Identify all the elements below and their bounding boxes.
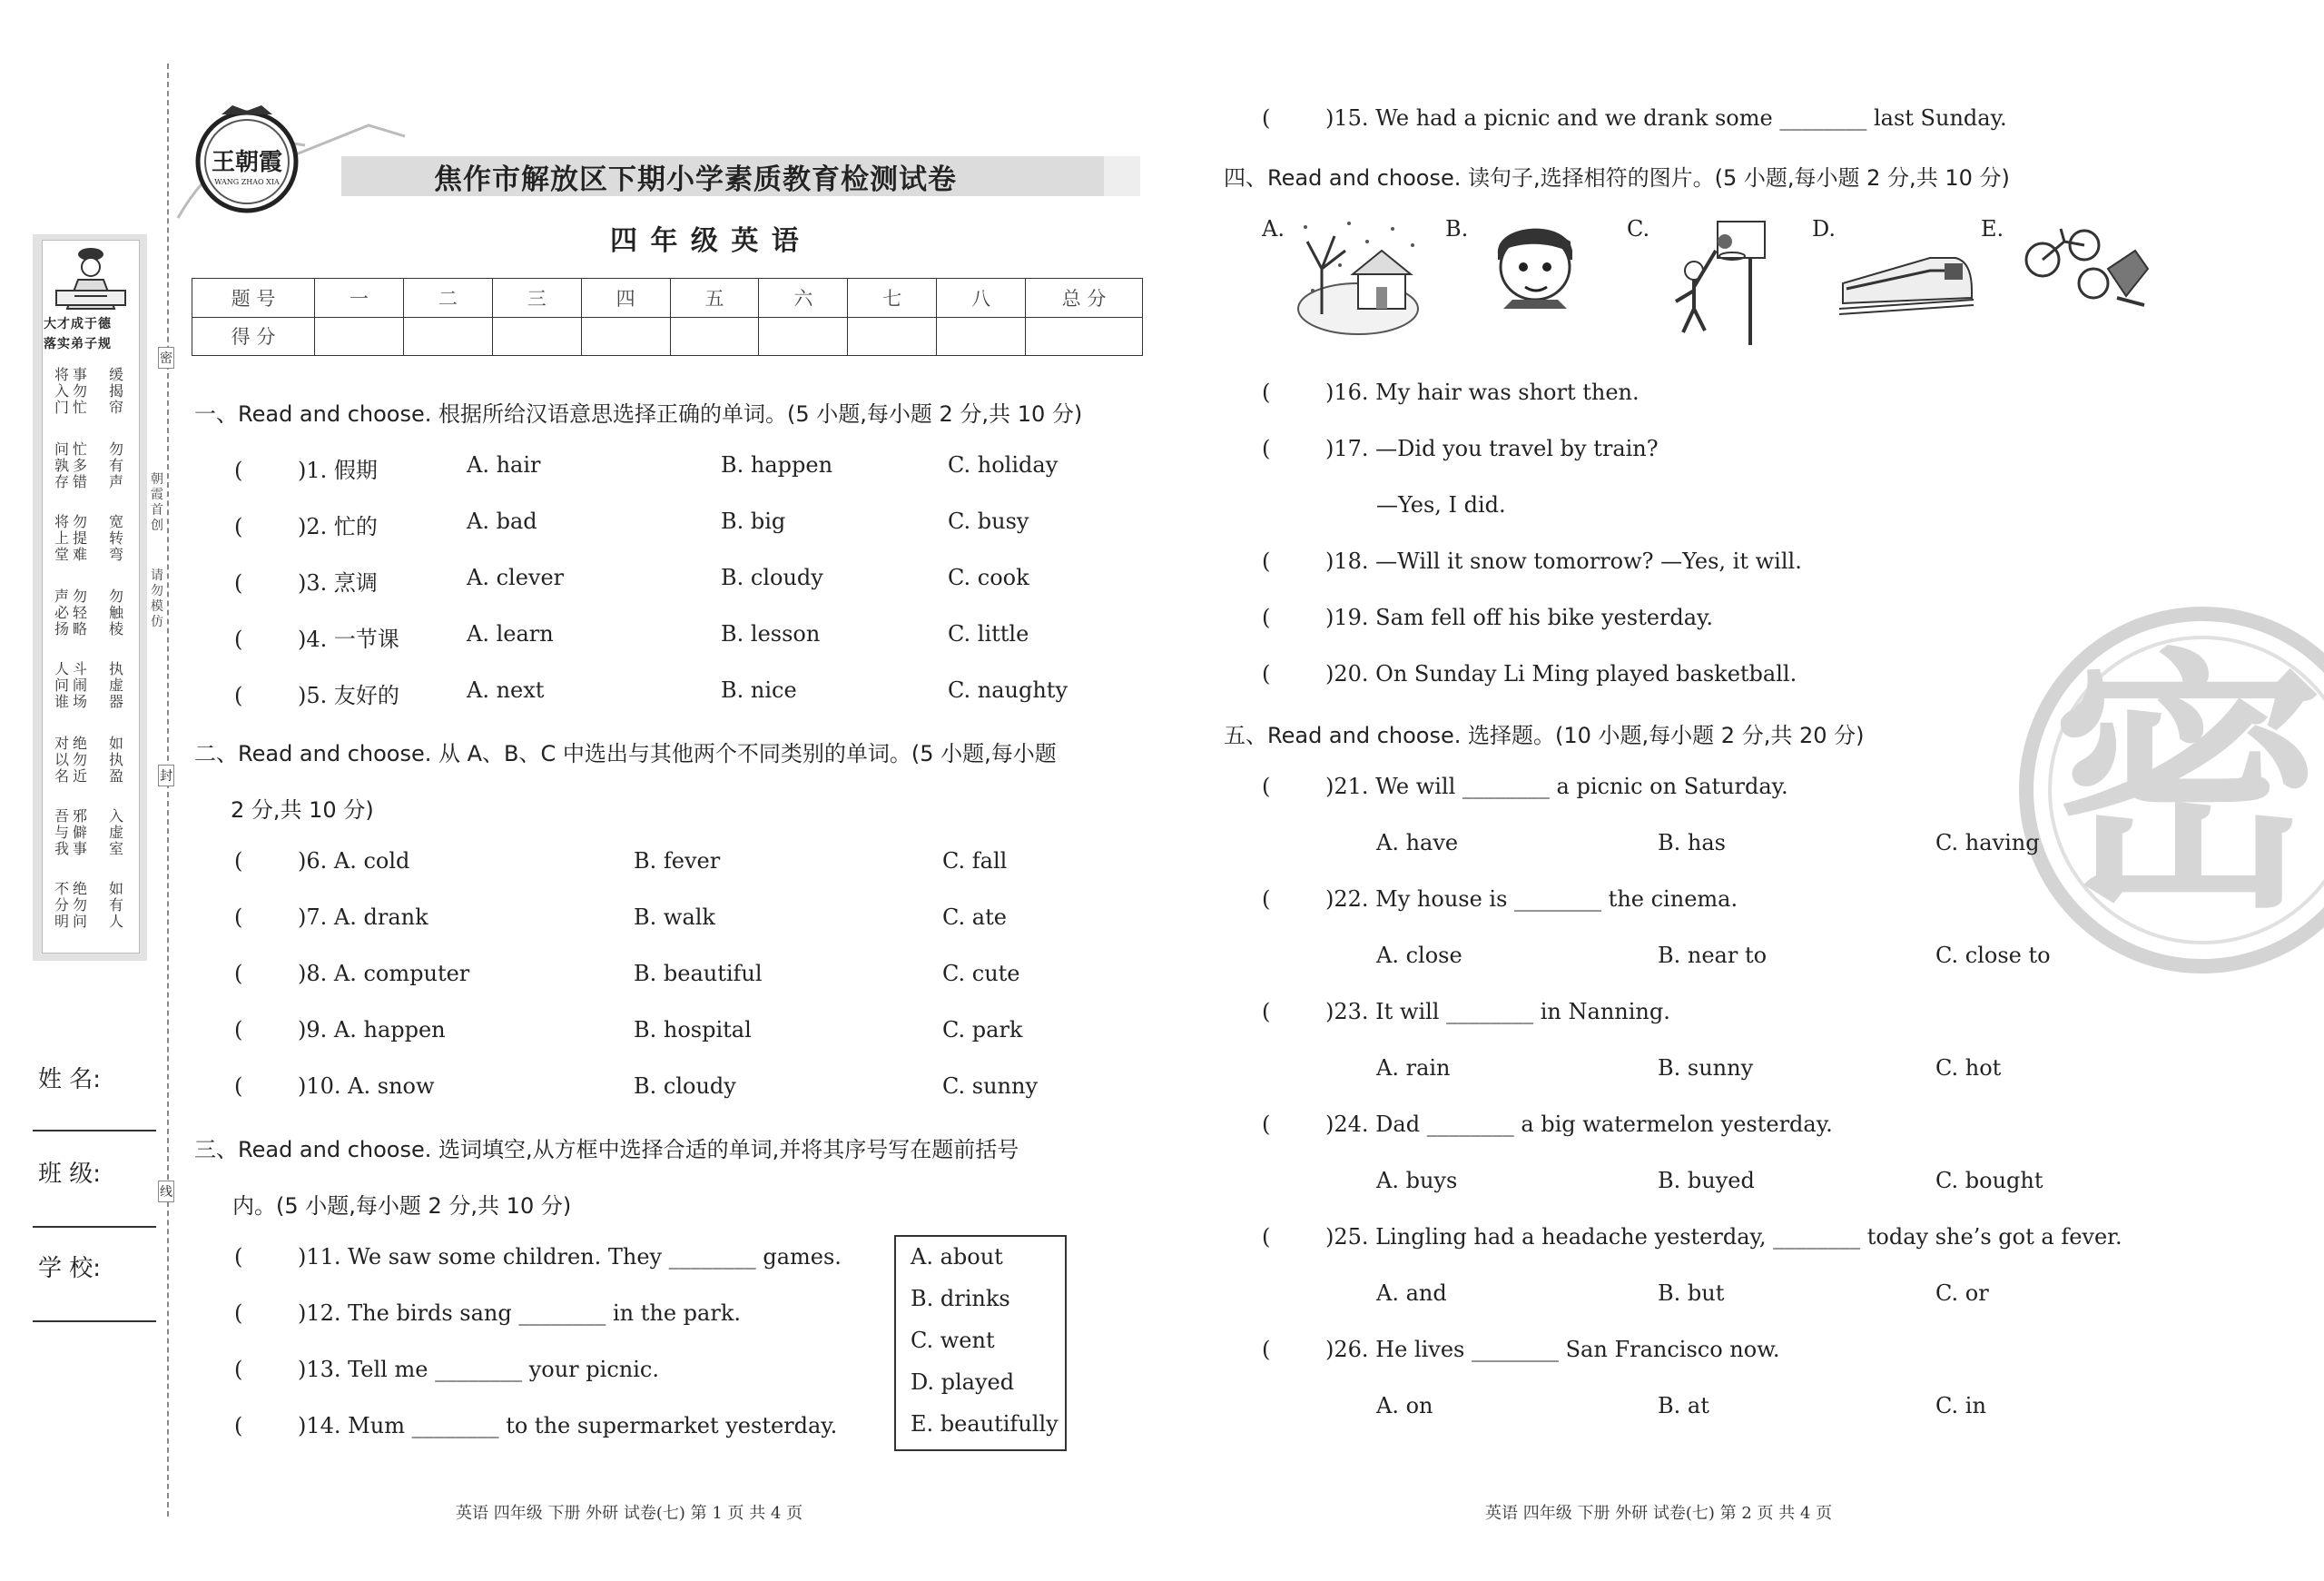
- option-c: C. cute: [942, 961, 1020, 986]
- option-a: A. and: [1376, 1280, 1447, 1306]
- motto-col: 入虚室: [109, 807, 124, 857]
- question-number: )5. 友好的: [298, 683, 399, 708]
- option-c: C. holiday: [948, 452, 1059, 478]
- section4-question-18: ( )18. —Will it snow tomorrow? —Yes, it will.: [1262, 548, 1802, 574]
- question-stem: )8. A. computer: [298, 961, 470, 986]
- option-a: A. on: [1376, 1393, 1433, 1418]
- motto-top-1: 大才成于德: [44, 317, 112, 331]
- option-b: B. cloudy: [634, 1073, 736, 1099]
- option-c: C. little: [948, 621, 1029, 647]
- option-b: B. buyed: [1658, 1168, 1755, 1193]
- class-field[interactable]: [33, 1226, 156, 1228]
- question-number: )2. 忙的: [298, 514, 378, 539]
- section3-question-11: ( )11. We saw some children. They ________ games.: [234, 1244, 842, 1270]
- option-b: B. cloudy: [721, 565, 823, 590]
- score-cell[interactable]: [581, 317, 670, 356]
- question-stem: )9. A. happen: [298, 1017, 446, 1042]
- section3-question-14: ( )14. Mum ________ to the supermarket yesterday.: [234, 1413, 838, 1438]
- score-header-cell: 五: [670, 279, 759, 318]
- school-label: 学 校:: [38, 1255, 102, 1282]
- score-header-cell: 七: [848, 279, 937, 318]
- option-c: C. having: [1935, 830, 2040, 855]
- motto-col: 将上堂: [54, 513, 70, 563]
- motto-col: 事勿忙: [73, 366, 88, 416]
- question-number: )3. 烹调: [298, 570, 378, 596]
- motto-col: 忙多错: [73, 440, 88, 490]
- picture-label-a: A.: [1262, 216, 1285, 242]
- motto-col: 勿有声: [109, 440, 124, 490]
- option-c: C. fall: [942, 848, 1008, 874]
- motto-col: 人问谁: [54, 660, 70, 710]
- basketball-picture: [1658, 214, 1776, 347]
- question-number: )1. 假期: [298, 458, 378, 483]
- option-b: B. nice: [721, 677, 797, 703]
- option-b: B. big: [721, 509, 786, 534]
- subject-title: 四 年 级 英 语: [610, 225, 801, 257]
- option-b: B. sunny: [1658, 1055, 1754, 1081]
- section4-question-17: ( )17. —Did you travel by train?: [1262, 436, 1659, 461]
- section4-question-16: ( )16. My hair was short then.: [1262, 380, 1640, 405]
- section3-title-line2: 内。(5 小题,每小题 2 分,共 10 分): [232, 1193, 572, 1219]
- option-c: C. ate: [942, 904, 1007, 930]
- motto-top-2: 落实弟子规: [44, 337, 112, 351]
- motto-col: 勿轻略: [73, 588, 88, 637]
- motto-col: 绝勿问: [73, 880, 88, 930]
- picture-label-b: B.: [1445, 216, 1469, 242]
- option-a: A. bad: [467, 509, 537, 534]
- score-cell[interactable]: [492, 317, 581, 356]
- score-cell[interactable]: [937, 317, 1026, 356]
- score-cell[interactable]: [315, 317, 404, 356]
- section4-title: 四、Read and choose. 读句子,选择相符的图片。(5 小题,每小题 2 分,共 10 分): [1224, 165, 2010, 191]
- motto-col: 勿提难: [73, 513, 88, 563]
- seal-mark-mi: 密: [158, 347, 174, 369]
- option-b: B. lesson: [721, 621, 821, 647]
- footer-left: 英语 四年级 下册 外研 试卷(七) 第 1 页 共 4 页: [456, 1504, 803, 1523]
- section1-title: 一、Read and choose. 根据所给汉语意思选择正确的单词。(5 小题,每小题 2 分,共 10 分): [194, 401, 1083, 427]
- binding-dashed-line: [167, 64, 169, 1517]
- motto-col: 勿触棱: [109, 588, 124, 637]
- motto-col: 缓揭帘: [109, 366, 124, 416]
- motto-col: 将入门: [54, 366, 70, 416]
- motto-col: 吾与我: [54, 807, 70, 857]
- score-header-cell: 二: [403, 279, 492, 318]
- motto-col: 邪僻事: [73, 807, 88, 857]
- option-b: B. near to: [1658, 943, 1768, 968]
- option-a: A. hair: [467, 452, 541, 478]
- score-cell[interactable]: [403, 317, 492, 356]
- option-b: B. beautiful: [634, 961, 763, 986]
- score-cell[interactable]: [1026, 317, 1143, 356]
- option-b: B. happen: [721, 452, 833, 478]
- score-header-cell: 题 号: [192, 279, 315, 318]
- picture-label-c: C.: [1627, 216, 1650, 242]
- seal-mark-feng: 封: [158, 765, 174, 786]
- copyright-text-2: 请勿模仿: [151, 568, 163, 629]
- option-a: A. have: [1376, 830, 1459, 855]
- option-c: C. bought: [1935, 1168, 2043, 1193]
- section2-title-line2: 2 分,共 10 分): [231, 797, 374, 823]
- school-field[interactable]: [33, 1320, 156, 1322]
- section2-title-line1: 二、Read and choose. 从 A、B、C 中选出与其他两个不同类别的单词。(5 小题,每小题: [194, 741, 1057, 766]
- option-c: C. park: [942, 1017, 1023, 1042]
- score-header-cell: 八: [937, 279, 1026, 318]
- motto-col: 声必扬: [54, 588, 70, 637]
- word-bank-item: A. about: [911, 1244, 1003, 1270]
- motto-col: 斗闹场: [73, 660, 88, 710]
- option-b: B. hospital: [634, 1017, 752, 1042]
- score-header-cell: 四: [581, 279, 670, 318]
- score-cell[interactable]: [759, 317, 848, 356]
- motto-col: 如有人: [109, 880, 124, 930]
- name-label: 姓 名:: [38, 1066, 102, 1093]
- section4-question-20: ( )20. On Sunday Li Ming played basketball.: [1262, 661, 1797, 687]
- option-c: C. in: [1935, 1393, 1986, 1418]
- section3-question-15: ( )15. We had a picnic and we drank some ________ last Sunday.: [1262, 105, 2007, 131]
- score-cell[interactable]: [670, 317, 759, 356]
- brand-logo-text: 王朝霞: [211, 149, 282, 176]
- train-picture: [1839, 243, 1974, 318]
- footer-right: 英语 四年级 下册 外研 试卷(七) 第 2 页 共 4 页: [1485, 1504, 1833, 1523]
- section5-title: 五、Read and choose. 选择题。(10 小题,每小题 2 分,共 20 分): [1224, 723, 1865, 748]
- score-header-cell: 六: [759, 279, 848, 318]
- option-b: B. but: [1658, 1280, 1725, 1306]
- option-a: A. rain: [1376, 1055, 1451, 1081]
- section4-question-19: ( )19. Sam fell off his bike yesterday.: [1262, 605, 1714, 630]
- motto-col: 对以名: [54, 735, 70, 785]
- bike-accident-picture: [2017, 214, 2153, 309]
- score-header-cell: 三: [492, 279, 581, 318]
- option-a: A. buys: [1376, 1168, 1458, 1193]
- word-bank-item: D. played: [911, 1369, 1015, 1395]
- question-stem: )6. A. cold: [298, 848, 410, 874]
- copyright-text-1: 朝霞首创: [151, 472, 163, 533]
- word-bank-box: [894, 1235, 1067, 1451]
- snowy-house-picture: [1295, 214, 1422, 338]
- option-c: C. cook: [948, 565, 1029, 590]
- option-a: A. learn: [467, 621, 554, 647]
- option-a: A. next: [467, 677, 545, 703]
- section3-title-line1: 三、Read and choose. 选词填空,从方框中选择合适的单词,并将其序号写在题前括号: [194, 1137, 1019, 1162]
- class-label: 班 级:: [38, 1161, 102, 1188]
- seal-mark-xian: 线: [158, 1181, 174, 1202]
- motto-col: 执虚器: [109, 660, 124, 710]
- motto-col: 不分明: [54, 880, 70, 930]
- option-b: B. fever: [634, 848, 721, 874]
- question-number: )4. 一节课: [298, 627, 399, 652]
- word-bank-item: C. went: [911, 1328, 995, 1353]
- section3-question-13: ( )13. Tell me ________ your picnic.: [234, 1357, 659, 1382]
- option-c: C. hot: [1935, 1055, 2002, 1081]
- motto-col: 如执盈: [109, 735, 124, 785]
- boy-face-picture: [1485, 214, 1585, 309]
- score-header-cell: 总 分: [1026, 279, 1143, 318]
- score-header-cell: 一: [315, 279, 404, 318]
- option-a: A. clever: [467, 565, 565, 590]
- motto-col: 绝勿近: [73, 735, 88, 785]
- brand-logo-sub: WANG ZHAO XIA: [214, 178, 280, 186]
- question-stem: )7. A. drank: [298, 904, 428, 930]
- option-c: C. sunny: [942, 1073, 1039, 1099]
- option-c: C. or: [1935, 1280, 1989, 1306]
- picture-label-d: D.: [1812, 216, 1837, 242]
- score-table: [192, 278, 1143, 356]
- scholar-illustration: [47, 243, 134, 312]
- score-row-label: 得 分: [192, 317, 315, 356]
- option-c: C. close to: [1935, 943, 2051, 968]
- motto-col: 宽转弯: [109, 513, 124, 563]
- section3-question-12: ( )12. The birds sang ________ in the park.: [234, 1300, 741, 1326]
- option-c: C. naughty: [948, 677, 1068, 703]
- word-bank-item: B. drinks: [911, 1286, 1010, 1311]
- section4-question-17-answer: —Yes, I did.: [1376, 492, 1506, 518]
- option-b: B. has: [1658, 830, 1726, 855]
- watermark-char: 密: [2052, 627, 2324, 944]
- option-b: B. walk: [634, 904, 715, 930]
- option-c: C. busy: [948, 509, 1029, 534]
- question-stem: )10. A. snow: [298, 1073, 435, 1099]
- picture-label-e: E.: [1981, 216, 2004, 242]
- exam-title: 焦作市解放区下期小学素质教育检测试卷: [434, 163, 957, 196]
- name-field[interactable]: [33, 1130, 156, 1131]
- score-cell[interactable]: [848, 317, 937, 356]
- word-bank-item: E. beautifully: [911, 1411, 1059, 1437]
- option-a: A. close: [1376, 943, 1462, 968]
- option-b: B. at: [1658, 1393, 1709, 1418]
- motto-col: 问孰存: [54, 440, 70, 490]
